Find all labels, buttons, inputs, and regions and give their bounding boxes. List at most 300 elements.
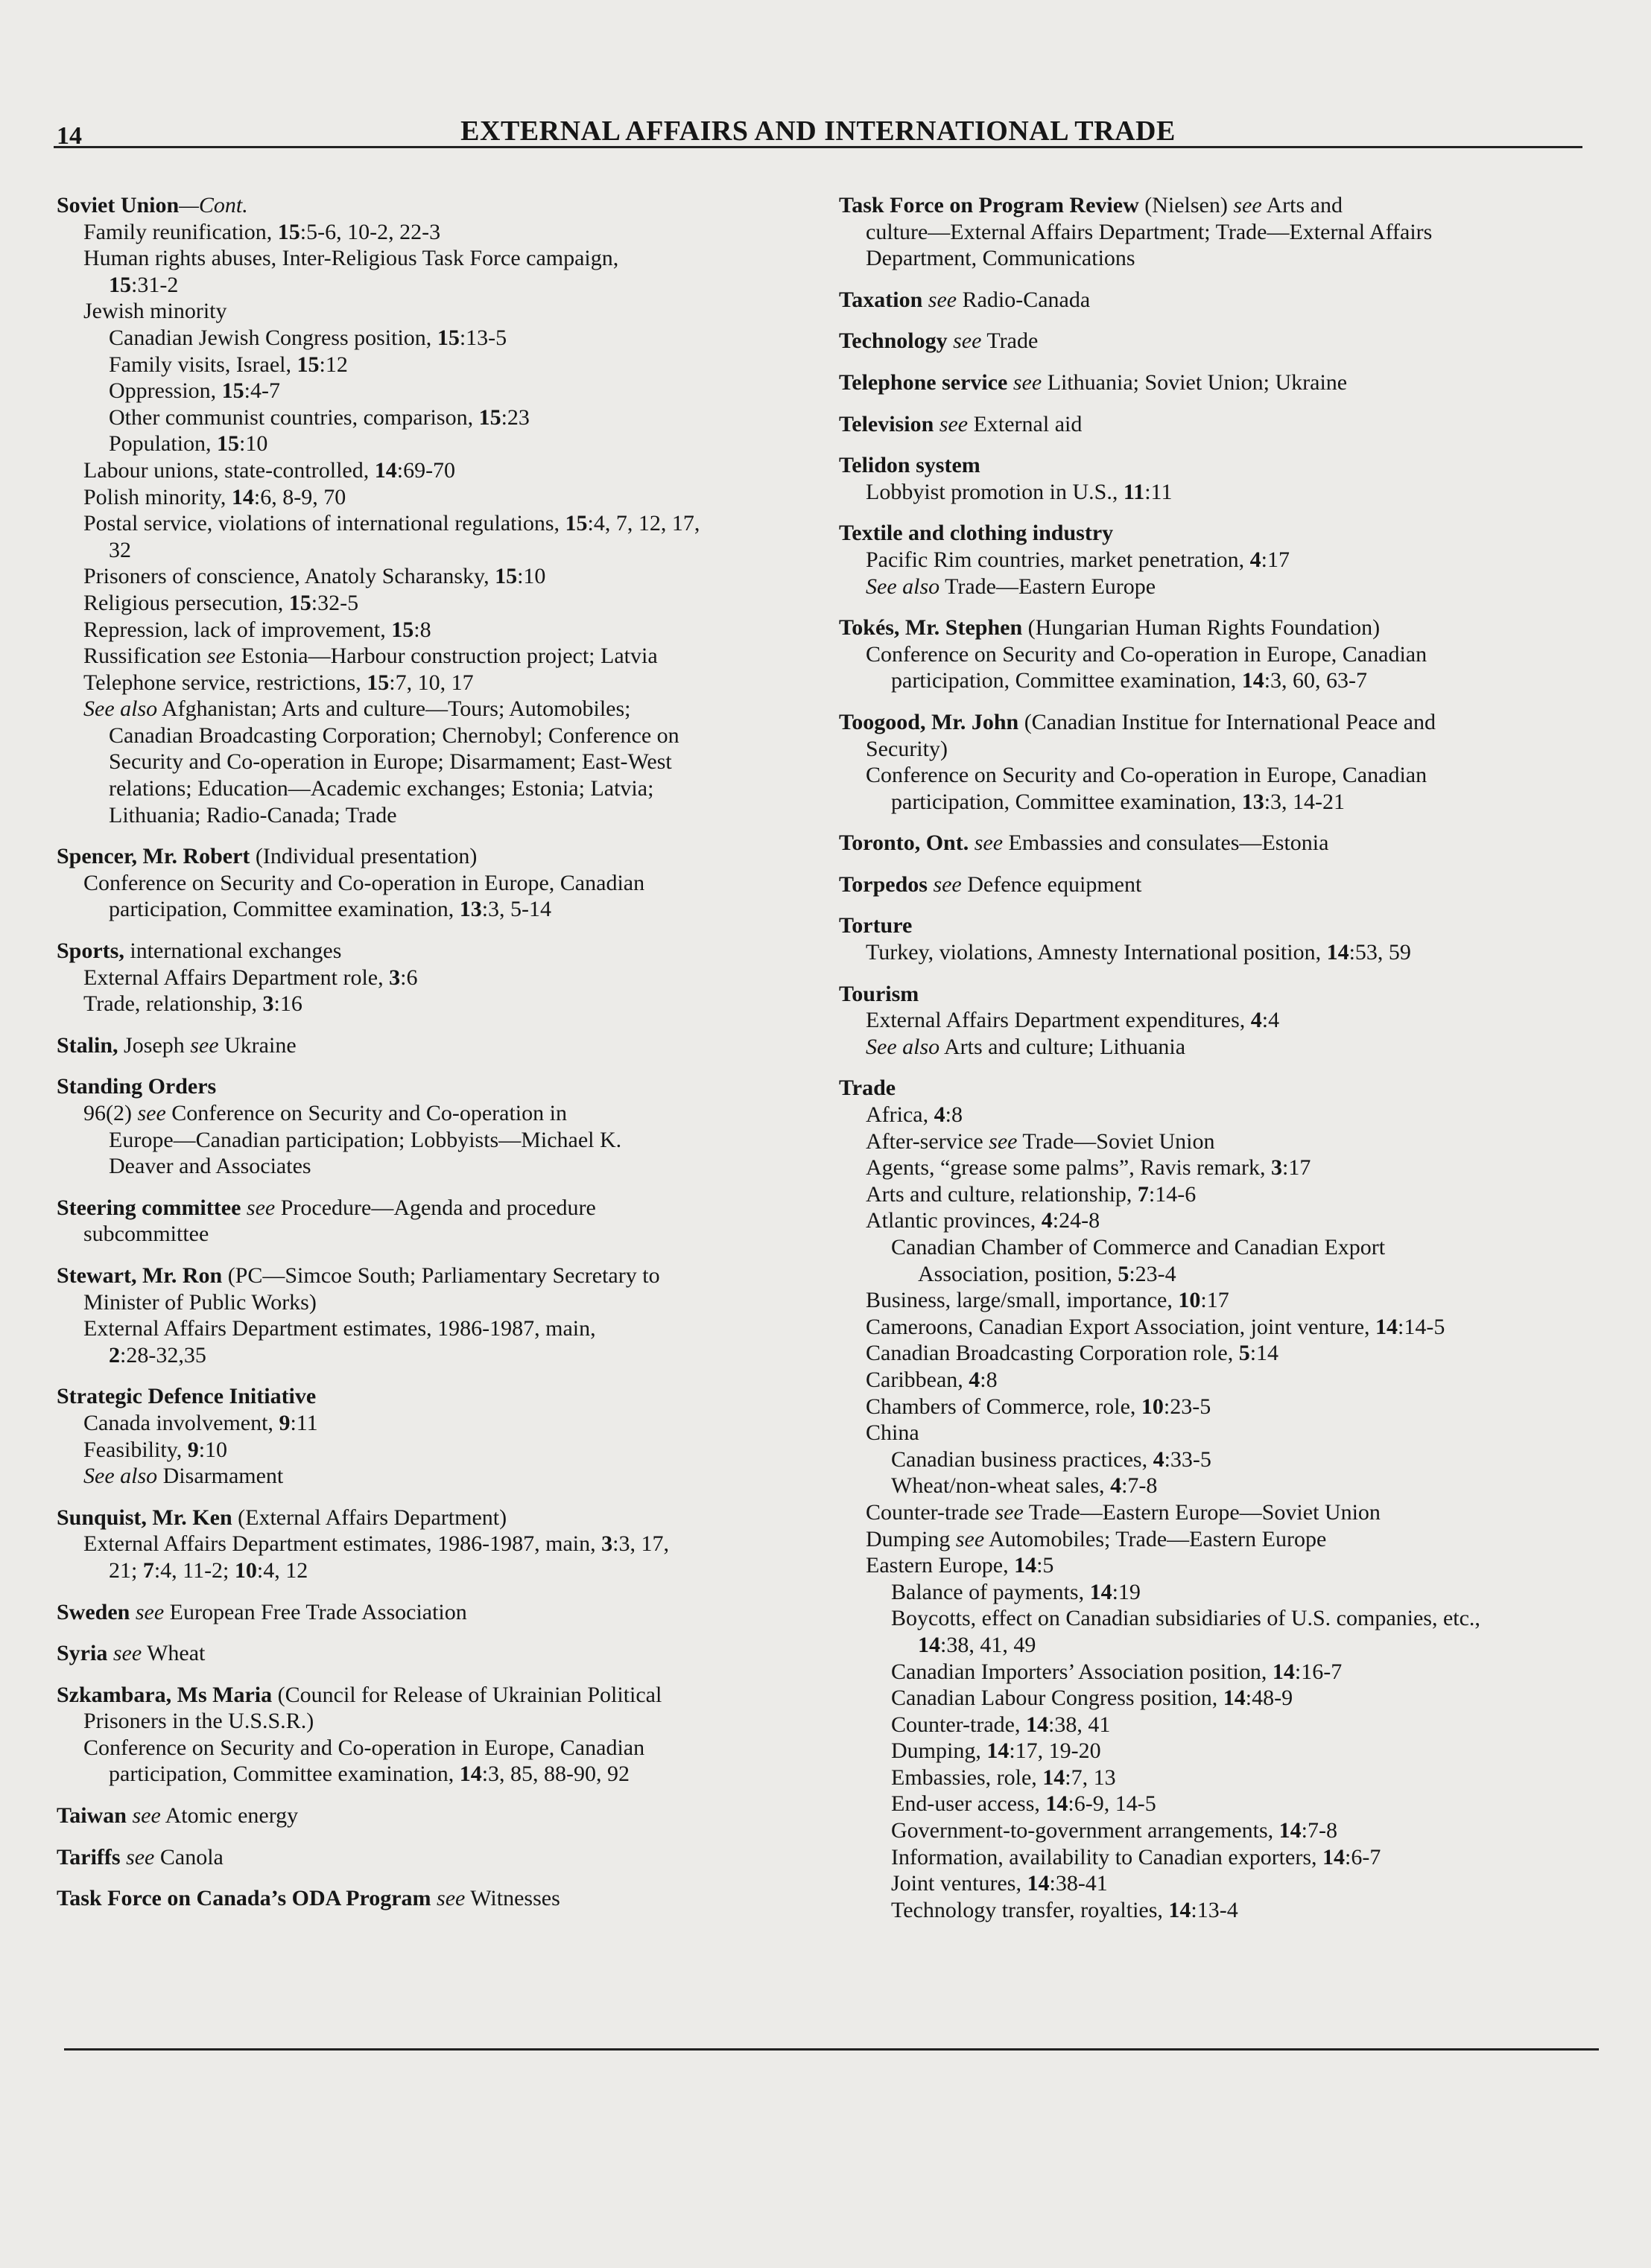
- bold-text: Toronto, Ont.: [839, 830, 969, 856]
- text: Europe—Canadian participation; Lobbyists—Michael K.: [109, 1127, 622, 1152]
- bold-text: Spencer, Mr. Robert: [57, 844, 250, 869]
- text: Lobbyist promotion in U.S.,: [866, 479, 1124, 504]
- bold-text: 15: [391, 617, 414, 642]
- text: :32-5: [311, 590, 359, 615]
- subentry-line: [839, 1712, 1606, 1738]
- text: Pacific Rim countries, market penetration,: [866, 547, 1250, 572]
- text: (Nielsen): [1138, 193, 1234, 217]
- entry-heading: [839, 452, 1606, 479]
- text: :3, 17,: [612, 1531, 669, 1557]
- subentry-line: [57, 1708, 824, 1735]
- bold-text: Sports,: [57, 938, 124, 964]
- subentry-line: [57, 1221, 824, 1248]
- bold-text: Television: [839, 411, 934, 436]
- bold-text: 4: [1249, 547, 1261, 572]
- entry-heading: [57, 1844, 824, 1871]
- bold-text: 15: [367, 670, 390, 695]
- subentry-line: [57, 802, 824, 829]
- text: :17: [1282, 1155, 1311, 1181]
- italic-text: see: [126, 1844, 155, 1870]
- text: participation, Committee examination,: [109, 1762, 460, 1787]
- text: Embassies and consulates—Estonia: [1003, 830, 1329, 856]
- subentry-line: [57, 245, 824, 272]
- text: Arts and culture; Lithuania: [939, 1034, 1186, 1059]
- italic-text: see: [1233, 193, 1262, 217]
- text: Conference on Security and Co-operation in Europe, Canadian: [83, 870, 645, 895]
- bold-text: Telidon system: [839, 453, 980, 478]
- index-entry: [839, 614, 1606, 694]
- text: Atlantic provinces,: [866, 1208, 1042, 1233]
- text: Canadian Importers’ Association position,: [891, 1659, 1273, 1684]
- bold-text: 14: [1272, 1659, 1295, 1684]
- index-entry: [839, 1075, 1606, 1923]
- text: Postal service, violations of international regulations,: [83, 511, 565, 536]
- bold-text: 9: [279, 1410, 291, 1435]
- subentry-line: [839, 1154, 1606, 1181]
- text: 96(2): [83, 1101, 138, 1125]
- index-entry: [57, 1885, 824, 1912]
- bold-text: 14: [986, 1738, 1010, 1764]
- bold-text: 4: [969, 1367, 980, 1392]
- bold-text: Strategic Defence Initiative: [57, 1384, 317, 1409]
- text: :17, 19-20: [1009, 1738, 1101, 1764]
- text: Repression, lack of improvement,: [83, 617, 392, 642]
- bold-text: 14: [1026, 1712, 1048, 1737]
- subentry-line: [57, 590, 824, 617]
- text: Jewish minority: [83, 299, 227, 324]
- index-entry: [57, 1195, 824, 1248]
- text: Caribbean,: [866, 1367, 969, 1392]
- text: China: [866, 1420, 919, 1446]
- italic-text: see: [933, 871, 962, 897]
- index-entry: [57, 1262, 824, 1368]
- entry-heading: [839, 328, 1606, 355]
- text: :13-4: [1191, 1897, 1238, 1922]
- bold-text: 4: [1153, 1446, 1164, 1472]
- subentry-line: [57, 643, 824, 670]
- subentry-line: [57, 1153, 824, 1180]
- bold-text: 5: [1238, 1341, 1250, 1366]
- index-entry: [57, 1383, 824, 1489]
- bold-text: 14: [1326, 940, 1349, 965]
- bold-text: 4: [1041, 1208, 1053, 1233]
- text: Eastern Europe,: [866, 1553, 1015, 1578]
- text: :4, 12: [256, 1557, 308, 1583]
- text: :19: [1112, 1579, 1141, 1604]
- subentry-line: [57, 484, 824, 511]
- italic-text: see: [953, 328, 982, 354]
- bold-text: 14: [1042, 1764, 1065, 1790]
- text: :7, 13: [1065, 1764, 1116, 1790]
- text: Boycotts, effect on Canadian subsidiaries of U.S. companies, etc.,: [891, 1606, 1480, 1631]
- index-entry: [839, 830, 1606, 857]
- bold-text: 15: [277, 219, 300, 244]
- text: Disarmament: [157, 1464, 284, 1489]
- text: Labour unions, state-controlled,: [83, 457, 375, 483]
- subentry-line: [839, 479, 1606, 506]
- bold-text: Telephone service: [839, 369, 1008, 395]
- italic-text: —Cont.: [179, 193, 248, 217]
- subentry-line: [839, 1181, 1606, 1208]
- text: :4-7: [244, 378, 280, 404]
- subentry-line: [839, 1340, 1606, 1367]
- subentry-line: [839, 1102, 1606, 1128]
- entry-heading: [839, 614, 1606, 641]
- bold-text: 14: [1168, 1897, 1191, 1922]
- italic-text: see: [955, 1526, 985, 1551]
- entry-heading: [57, 1505, 824, 1531]
- subentry-line: [839, 1791, 1606, 1817]
- text: Conference on Security and Co-operation in Europe, Canadian: [83, 1735, 645, 1760]
- text: Counter-trade: [866, 1499, 995, 1525]
- bold-text: Taxation: [839, 287, 923, 312]
- bold-text: 10: [234, 1557, 257, 1583]
- text: (Canadian Institue for International Peace and: [1018, 709, 1436, 734]
- text: [948, 328, 954, 353]
- text: Conference on Security and Co-operation in Europe, Canadian: [866, 641, 1427, 667]
- italic-text: see: [939, 411, 969, 436]
- text: External aid: [968, 411, 1083, 436]
- subentry-line: [839, 1870, 1606, 1897]
- text: (PC—Simcoe South; Parliamentary Secretary to: [222, 1262, 660, 1288]
- text: :53, 59: [1349, 940, 1411, 965]
- bold-text: 14: [918, 1632, 940, 1657]
- text: Technology transfer, royalties,: [891, 1897, 1169, 1922]
- italic-text: see: [995, 1499, 1024, 1525]
- text: Wheat: [142, 1641, 206, 1666]
- bold-text: Torpedos: [839, 871, 928, 897]
- text: Defence equipment: [961, 871, 1142, 897]
- text: :14-5: [1398, 1314, 1445, 1339]
- subentry-line: [57, 775, 824, 802]
- bold-text: Sweden: [57, 1599, 130, 1624]
- italic-text: See also: [83, 1464, 158, 1489]
- text: Canadian Broadcasting Corporation role,: [866, 1341, 1239, 1366]
- subentry-line: [57, 722, 824, 749]
- text: Trade: [981, 328, 1039, 354]
- text: (Council for Release of Ukrainian Political: [272, 1682, 662, 1707]
- text: Cameroons, Canadian Export Association, joint venture,: [866, 1314, 1376, 1339]
- bold-text: 5: [1118, 1261, 1129, 1286]
- text: Prisoners of conscience, Anatoly Scharansky,: [83, 564, 495, 589]
- text: Arts and culture, relationship,: [866, 1181, 1138, 1207]
- subentry-line: [57, 352, 824, 378]
- bold-text: Task Force on Program Review: [839, 193, 1139, 217]
- subentry-line: [839, 1764, 1606, 1791]
- bold-text: 14: [1089, 1579, 1112, 1604]
- text: :3, 60, 63-7: [1264, 668, 1368, 693]
- index-entry: [57, 192, 824, 828]
- bold-text: Sunquist, Mr. Ken: [57, 1505, 232, 1530]
- text: international exchanges: [124, 938, 342, 964]
- text: :11: [1144, 479, 1173, 504]
- bold-text: 14: [231, 484, 254, 509]
- text: :4, 7, 12, 17,: [587, 511, 700, 536]
- bold-text: 7: [142, 1557, 154, 1583]
- index-entry: [57, 1682, 824, 1788]
- text: Joint ventures,: [891, 1871, 1027, 1896]
- italic-text: see: [1013, 369, 1042, 395]
- bold-text: Tokés, Mr. Stephen: [839, 615, 1023, 641]
- subentry-line: [57, 298, 824, 325]
- bold-text: 15: [437, 325, 460, 350]
- subentry-line: [57, 1463, 824, 1490]
- text: participation, Committee examination,: [891, 668, 1242, 693]
- subentry-line: [839, 1659, 1606, 1686]
- index-entry: [57, 938, 824, 1017]
- text: Security): [866, 736, 948, 761]
- index-entry: [839, 287, 1606, 314]
- subentry-line: [839, 1007, 1606, 1034]
- bold-text: 14: [1014, 1553, 1037, 1578]
- text: :10: [198, 1437, 228, 1462]
- subentry-line: [839, 1897, 1606, 1924]
- text: :10: [239, 431, 268, 457]
- text: :24-8: [1052, 1208, 1100, 1233]
- text: :38-41: [1049, 1871, 1108, 1896]
- text: Population,: [109, 431, 218, 457]
- text: relations; Education—Academic exchanges; Estonia; Latvia;: [109, 776, 654, 801]
- bold-text: 7: [1137, 1181, 1149, 1207]
- text: :4: [1261, 1008, 1280, 1033]
- text: :4, 11-2;: [153, 1557, 235, 1583]
- text: :7-8: [1121, 1473, 1158, 1499]
- text: Security and Co-operation in Europe; Disarmament; East-West: [109, 749, 672, 775]
- subentry-line: [57, 1127, 824, 1154]
- text: Telephone service, restrictions,: [83, 670, 367, 695]
- italic-text: see: [135, 1599, 165, 1624]
- bold-text: 10: [1141, 1394, 1164, 1419]
- text: :3, 85, 88-90, 92: [481, 1762, 630, 1787]
- text: Canadian Broadcasting Corporation; Chernobyl; Conference on: [109, 722, 679, 748]
- index-entry: [57, 1802, 824, 1829]
- entry-heading: [57, 1195, 824, 1222]
- subentry-line: [839, 1234, 1606, 1261]
- text: :17: [1200, 1288, 1229, 1313]
- bold-text: Textile and clothing industry: [839, 521, 1114, 546]
- running-title: EXTERNAL AFFAIRS AND INTERNATIONAL TRADE: [460, 115, 1176, 147]
- subentry-line: [839, 1446, 1606, 1473]
- subentry-line: [839, 574, 1606, 600]
- subentry-line: [57, 991, 824, 1017]
- bold-text: 14: [374, 457, 397, 483]
- text: [107, 1641, 113, 1665]
- subentry-line: [839, 641, 1606, 668]
- subentry-line: [839, 1420, 1606, 1446]
- entry-heading: [57, 938, 824, 965]
- text: culture—External Affairs Department; Trade—External Affairs: [866, 219, 1433, 244]
- text: Human rights abuses, Inter-Religious Task Force campaign,: [83, 246, 619, 271]
- text: Dumping,: [891, 1738, 987, 1764]
- text: Other communist countries, comparison,: [109, 404, 479, 430]
- subentry-line: [57, 965, 824, 991]
- text: European Free Trade Association: [164, 1599, 467, 1624]
- subentry-line: [57, 1437, 824, 1464]
- page-number: 14: [57, 122, 82, 150]
- text: Conference on Security and Co-operation in Europe, Canadian: [866, 763, 1427, 788]
- subentry-line: [57, 696, 824, 722]
- text: 21;: [109, 1557, 143, 1583]
- text: Conference on Security and Co-operation in: [165, 1101, 567, 1125]
- index-column-left: [57, 192, 824, 1927]
- index-entry: [839, 709, 1606, 815]
- italic-text: see: [246, 1195, 276, 1220]
- text: :33-5: [1164, 1446, 1211, 1472]
- entry-heading: [839, 709, 1606, 736]
- bold-text: 13: [459, 897, 482, 922]
- text: Afghanistan; Arts and culture—Tours; Automobiles;: [157, 696, 631, 722]
- italic-text: see: [137, 1101, 166, 1125]
- bold-text: 10: [1178, 1288, 1201, 1313]
- text: Trade—Soviet Union: [1017, 1128, 1215, 1154]
- index-entry: [57, 1505, 824, 1584]
- bold-text: 15: [217, 431, 240, 457]
- entry-heading: [839, 912, 1606, 939]
- subentry-line: [57, 563, 824, 590]
- bold-text: Trade: [839, 1076, 896, 1101]
- bold-text: 15: [221, 378, 244, 404]
- text: End-user access,: [891, 1791, 1046, 1817]
- subentry-line: [839, 1552, 1606, 1579]
- entry-heading: [57, 1599, 824, 1626]
- italic-text: see: [132, 1803, 161, 1829]
- text: Ukraine: [218, 1032, 297, 1058]
- text: :14: [1249, 1341, 1279, 1366]
- index-entry: [57, 1073, 824, 1179]
- index-entry: [839, 871, 1606, 898]
- text: :8: [980, 1367, 998, 1392]
- bold-text: Stalin,: [57, 1032, 118, 1058]
- italic-text: see: [206, 644, 236, 669]
- text: :23-4: [1129, 1261, 1176, 1286]
- bold-text: 15: [297, 352, 320, 377]
- text: External Affairs Department estimates, 1986-1987, main,: [83, 1531, 602, 1557]
- subentry-line: [839, 736, 1606, 763]
- bold-text: Tourism: [839, 981, 919, 1006]
- header-rule: [54, 146, 1582, 148]
- text: :69-70: [396, 457, 456, 483]
- footer-rule: [64, 2048, 1599, 2051]
- entry-heading: [57, 1383, 824, 1410]
- text: External Affairs Department estimates, 1986-1987, main,: [83, 1316, 596, 1341]
- text: External Affairs Department role,: [83, 965, 390, 990]
- text: :6: [400, 965, 418, 990]
- bold-text: 3: [601, 1531, 613, 1557]
- bold-text: 9: [187, 1437, 199, 1462]
- subentry-line: [57, 617, 824, 644]
- entry-heading: [839, 830, 1606, 857]
- bold-text: 14: [1223, 1686, 1246, 1711]
- text: :6-7: [1345, 1844, 1381, 1870]
- text: Embassies, role,: [891, 1764, 1043, 1790]
- text: :11: [290, 1410, 318, 1435]
- subentry-line: [57, 1761, 824, 1788]
- text: [241, 1195, 247, 1220]
- text: Deaver and Associates: [109, 1154, 311, 1179]
- text: :14-6: [1148, 1181, 1197, 1207]
- subentry-line: [57, 1315, 824, 1342]
- text: Atomic energy: [160, 1803, 299, 1829]
- subentry-line: [839, 1261, 1606, 1288]
- text: Arts and: [1261, 193, 1343, 217]
- text: :12: [319, 352, 348, 377]
- text: Wheat/non-wheat sales,: [891, 1473, 1111, 1499]
- bold-text: 14: [459, 1762, 482, 1787]
- index-entry: [57, 1844, 824, 1871]
- subentry-line: [57, 1531, 824, 1557]
- subentry-line: [839, 1367, 1606, 1394]
- subentry-line: [57, 1100, 824, 1127]
- italic-text: see: [989, 1128, 1018, 1154]
- entry-heading: [57, 1802, 824, 1829]
- entry-heading: [57, 843, 824, 870]
- index-entry: [839, 192, 1606, 272]
- bold-text: Tariffs: [57, 1844, 121, 1870]
- subentry-line: [57, 537, 824, 564]
- subentry-line: [57, 404, 824, 431]
- subentry-line: [57, 1342, 824, 1369]
- bold-text: 14: [1375, 1314, 1398, 1339]
- text: [934, 412, 939, 436]
- text: Trade—Eastern Europe—Soviet Union: [1023, 1499, 1381, 1525]
- bold-text: Steering committee: [57, 1195, 241, 1220]
- bold-text: 3: [389, 965, 401, 990]
- bold-text: 4: [1110, 1473, 1122, 1499]
- text: Witnesses: [465, 1886, 560, 1911]
- index-entry: [839, 369, 1606, 396]
- text: Lithuania; Soviet Union; Ukraine: [1042, 369, 1348, 395]
- index-entry: [839, 912, 1606, 965]
- subentry-line: [839, 1817, 1606, 1844]
- subentry-line: [839, 1526, 1606, 1553]
- subentry-line: [57, 272, 824, 299]
- text: Africa,: [866, 1102, 934, 1128]
- entry-heading: [839, 981, 1606, 1008]
- subentry-line: [839, 1314, 1606, 1341]
- entry-heading: [839, 192, 1606, 219]
- entry-heading: [57, 1262, 824, 1289]
- text: Canada involvement,: [83, 1410, 279, 1435]
- text: Government-to-government arrangements,: [891, 1818, 1279, 1843]
- italic-text: see: [928, 287, 957, 312]
- index-entry: [839, 452, 1606, 505]
- subentry-line: [57, 670, 824, 696]
- bold-text: Task Force on Canada’s ODA Program: [57, 1886, 431, 1911]
- bold-text: 15: [288, 590, 311, 615]
- subentry-line: [839, 1605, 1606, 1632]
- bold-text: Toogood, Mr. John: [839, 709, 1019, 734]
- italic-text: See also: [866, 1034, 940, 1059]
- text: :28-32,35: [120, 1342, 206, 1368]
- index-entry: [57, 1032, 824, 1059]
- text: participation, Committee examination,: [891, 789, 1242, 814]
- entry-heading: [57, 1682, 824, 1709]
- subentry-line: [57, 749, 824, 775]
- entry-heading: [57, 1640, 824, 1667]
- text: :3, 5-14: [481, 897, 552, 922]
- subentry-line: [57, 219, 824, 246]
- subentry-line: [839, 1034, 1606, 1061]
- text: [121, 1845, 127, 1870]
- text: :38, 41, 49: [940, 1632, 1036, 1657]
- entry-heading: [839, 520, 1606, 547]
- entry-heading: [839, 411, 1606, 438]
- entry-heading: [57, 1885, 824, 1912]
- text: Joseph: [118, 1032, 191, 1058]
- text: Trade—Eastern Europe: [939, 574, 1156, 599]
- index-column-right: [839, 192, 1606, 1938]
- index-entry: [57, 843, 824, 923]
